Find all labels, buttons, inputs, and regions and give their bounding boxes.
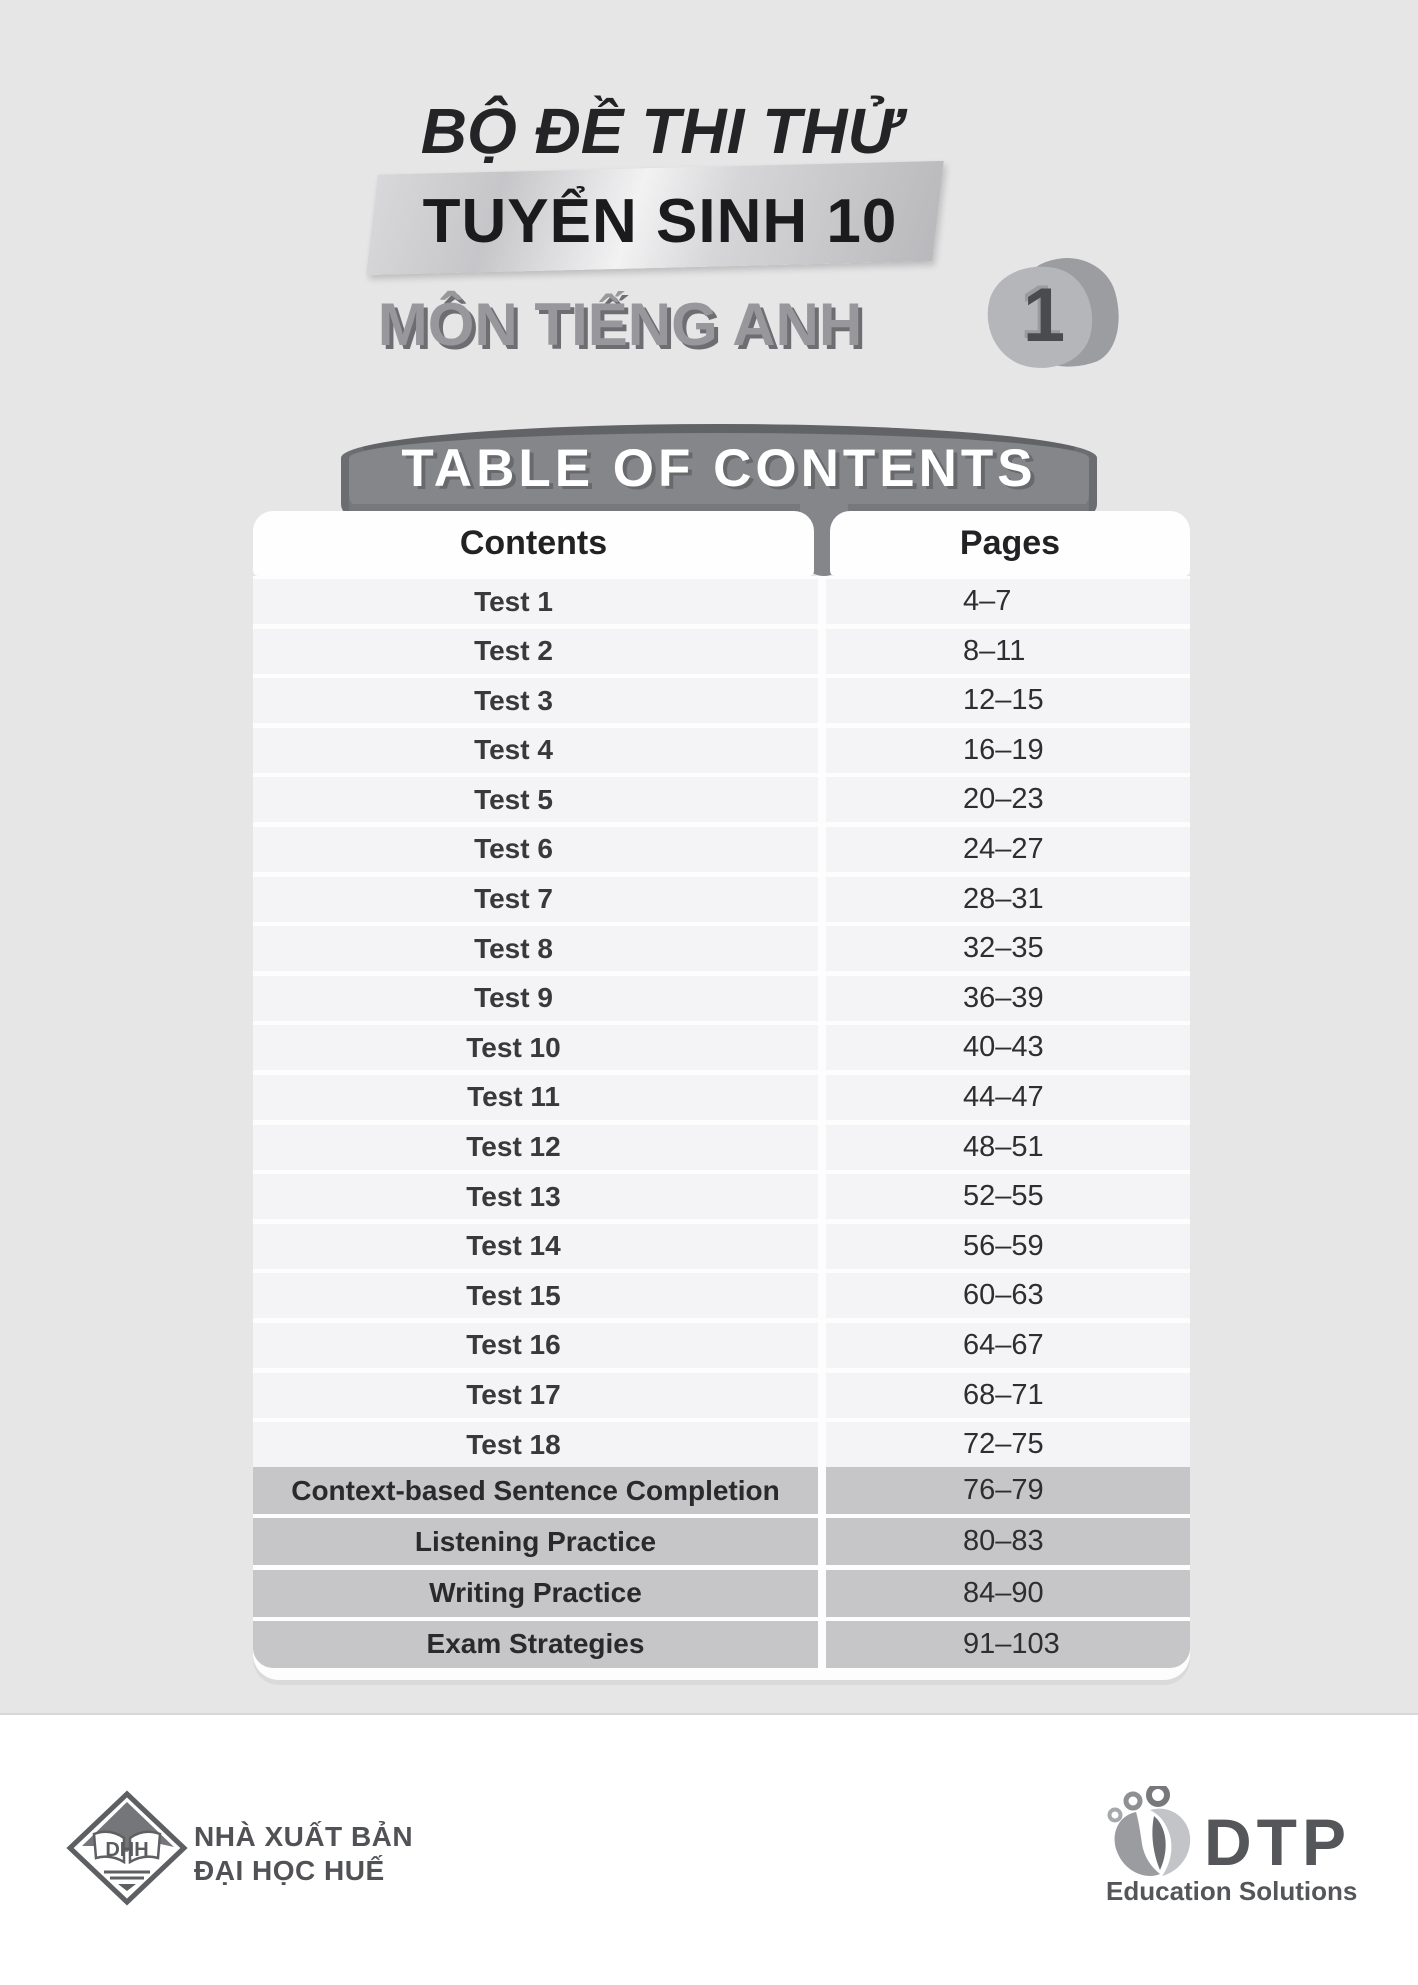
toc-table-body: [253, 576, 1190, 1680]
dtp-logo-name: DTP: [1204, 1805, 1351, 1879]
dtp-logo-tagline: Education Solutions: [1106, 1876, 1358, 1906]
toc-row-pages: 32–35: [826, 926, 1190, 971]
toc-row: [253, 1125, 1190, 1170]
book-title-line3: MÔN TIẾNG ANH: [377, 291, 863, 358]
toc-row: [253, 877, 1190, 922]
toc-row: [253, 976, 1190, 1021]
toc-row: [253, 1323, 1190, 1368]
toc-row-pages: 40–43: [826, 1025, 1190, 1070]
toc-row: [253, 1621, 1190, 1668]
toc-row-label: Test 8: [253, 926, 818, 971]
publisher-name-line2: ĐẠI HỌC HUẾ: [194, 1855, 385, 1886]
book-title-line2: TUYỂN SINH 10: [422, 187, 898, 256]
toc-row: [253, 579, 1190, 624]
toc-row-label: Listening Practice: [253, 1518, 818, 1565]
toc-row: [253, 827, 1190, 872]
dtp-logo-icon: [1106, 1786, 1206, 1882]
toc-row-label: Test 9: [253, 976, 818, 1021]
toc-row-pages: 12–15: [826, 678, 1190, 723]
toc-row: [253, 629, 1190, 674]
toc-row: [253, 1075, 1190, 1120]
volume-number: 1: [1022, 272, 1066, 358]
toc-row-pages: 72–75: [826, 1422, 1190, 1467]
publisher-name: [194, 1820, 413, 1888]
toc-row: [253, 1570, 1190, 1617]
toc-row-pages: 68–71: [826, 1373, 1190, 1418]
toc-row-pages: 28–31: [826, 877, 1190, 922]
toc-row-pages: 80–83: [826, 1518, 1190, 1565]
toc-row: [253, 1518, 1190, 1565]
toc-row-label: Test 2: [253, 629, 818, 674]
publisher-name-line1: NHÀ XUẤT BẢN: [194, 1821, 414, 1852]
toc-row-pages: 44–47: [826, 1075, 1190, 1120]
toc-row-pages: 8–11: [826, 629, 1190, 674]
toc-row: [253, 777, 1190, 822]
column-header-contents: Contents: [253, 511, 814, 576]
toc-row-label: Test 13: [253, 1174, 818, 1219]
volume-badge: [985, 258, 1125, 374]
toc-row-label: Exam Strategies: [253, 1621, 818, 1668]
toc-row-pages: 52–55: [826, 1174, 1190, 1219]
toc-row-pages: 4–7: [826, 579, 1190, 624]
toc-row-label: Test 5: [253, 777, 818, 822]
toc-row-label: Writing Practice: [253, 1570, 818, 1617]
toc-row-pages: 20–23: [826, 777, 1190, 822]
toc-row-pages: 48–51: [826, 1125, 1190, 1170]
toc-banner-title: TABLE OF CONTENTS: [401, 439, 1037, 498]
toc-row-pages: 56–59: [826, 1224, 1190, 1269]
publisher-logo-text: DHH: [105, 1839, 149, 1861]
toc-row-label: Test 10: [253, 1025, 818, 1070]
toc-row-label: Test 14: [253, 1224, 818, 1269]
toc-row: [253, 1373, 1190, 1418]
toc-row: [253, 1422, 1190, 1467]
toc-row-pages: 91–103: [826, 1621, 1190, 1668]
toc-row-label: Test 4: [253, 728, 818, 773]
toc-row-label: Test 17: [253, 1373, 818, 1418]
toc-row-label: Test 1: [253, 579, 818, 624]
toc-row: [253, 1025, 1190, 1070]
toc-row: [253, 926, 1190, 971]
toc-row-pages: 36–39: [826, 976, 1190, 1021]
toc-row-label: Test 15: [253, 1273, 818, 1318]
toc-row-label: Test 7: [253, 877, 818, 922]
book-title-line1: BỘ ĐỀ THI THỬ: [420, 95, 900, 167]
toc-row: [253, 1273, 1190, 1318]
toc-row-label: Test 12: [253, 1125, 818, 1170]
toc-row-pages: 64–67: [826, 1323, 1190, 1368]
toc-row-label: Test 18: [253, 1422, 818, 1467]
toc-row-label: Context-based Sentence Completion: [253, 1467, 818, 1514]
toc-row: [253, 1224, 1190, 1269]
toc-row-pages: 84–90: [826, 1570, 1190, 1617]
toc-row-pages: 24–27: [826, 827, 1190, 872]
toc-row-pages: 76–79: [826, 1467, 1190, 1514]
toc-test-rows: [253, 579, 1190, 1467]
toc-section-rows: [253, 1467, 1190, 1668]
toc-row-pages: 16–19: [826, 728, 1190, 773]
column-header-pages: Pages: [830, 511, 1190, 576]
toc-row-label: Test 11: [253, 1075, 818, 1120]
toc-row: [253, 1467, 1190, 1514]
toc-row: [253, 1174, 1190, 1219]
publisher-logo-icon: [64, 1790, 190, 1906]
toc-row-label: Test 16: [253, 1323, 818, 1368]
toc-row-label: Test 6: [253, 827, 818, 872]
toc-row: [253, 728, 1190, 773]
toc-row-pages: 60–63: [826, 1273, 1190, 1318]
toc-row: [253, 678, 1190, 723]
toc-row-label: Test 3: [253, 678, 818, 723]
